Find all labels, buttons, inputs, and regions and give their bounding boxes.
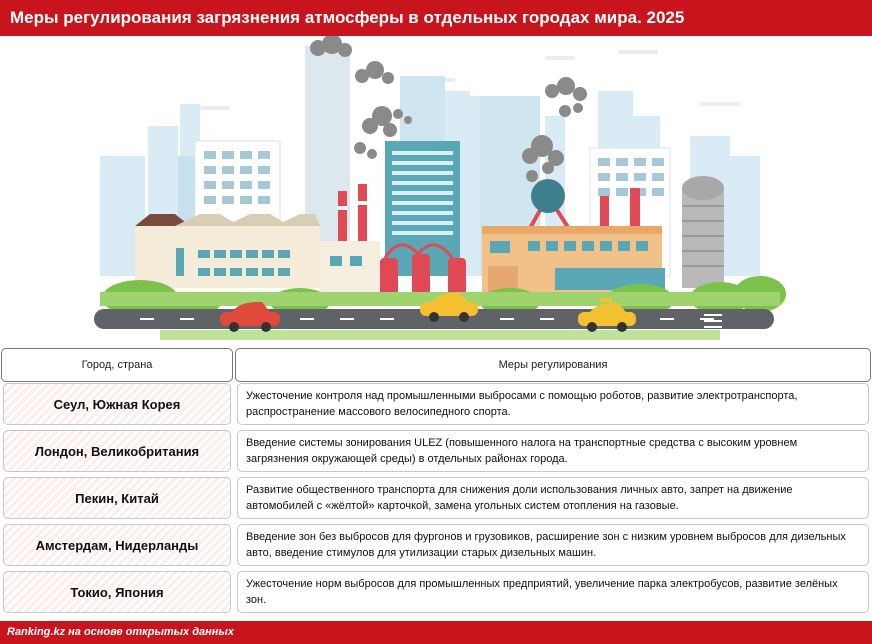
row-city-amsterdam: Амстердам, Нидерланды bbox=[3, 524, 231, 566]
page-title: Меры регулирования загрязнения атмосферы в отдельных городах мира. 2025 bbox=[0, 0, 872, 36]
row-measures-amsterdam bbox=[237, 524, 869, 566]
row-city-seoul: Сеул, Южная Корея bbox=[3, 383, 231, 425]
row-city-beijing: Пекин, Китай bbox=[3, 477, 231, 519]
city-factory-illustration bbox=[0, 36, 872, 344]
row-city-tokyo: Токио, Япония bbox=[3, 571, 231, 613]
row-city-london: Лондон, Великобритания bbox=[3, 430, 231, 472]
measures-text: Введение системы зонирования ULEZ (повышенного налога на транспортные средства с высоким уровнем загрязнения окружающей среды) в отдельных районах города. bbox=[246, 437, 798, 465]
column-header-city: Город, страна bbox=[1, 348, 233, 382]
row-measures-beijing bbox=[237, 477, 869, 519]
measures-text: Введение зон без выбросов для фургонов и грузовиков, расширение зон с низким уровнем выбросов для дизельных авто, введение стимулов для утилизации старых дизельных машин. bbox=[246, 531, 846, 559]
column-header-measures: Меры регулирования bbox=[235, 348, 871, 382]
measures-text: Ужесточение контроля над промышленными выбросами с помощью роботов, развитие электротранспорта, распространение массового велосипедного спорта. bbox=[246, 390, 798, 418]
measures-text: Ужесточение норм выбросов для промышленных предприятий, увеличение парка электробусов, развитие зелёных зон. bbox=[246, 578, 838, 606]
row-measures-seoul bbox=[237, 383, 869, 425]
row-measures-london bbox=[237, 430, 869, 472]
source-footer: Ranking.kz на основе открытых данных bbox=[0, 621, 872, 644]
row-measures-tokyo bbox=[237, 571, 869, 613]
measures-text: Развитие общественного транспорта для снижения доли использования личных авто, запрет на движение автомобилей с «жёлтой» карточкой, замена угольных систем отопления на газовые. bbox=[246, 484, 793, 512]
